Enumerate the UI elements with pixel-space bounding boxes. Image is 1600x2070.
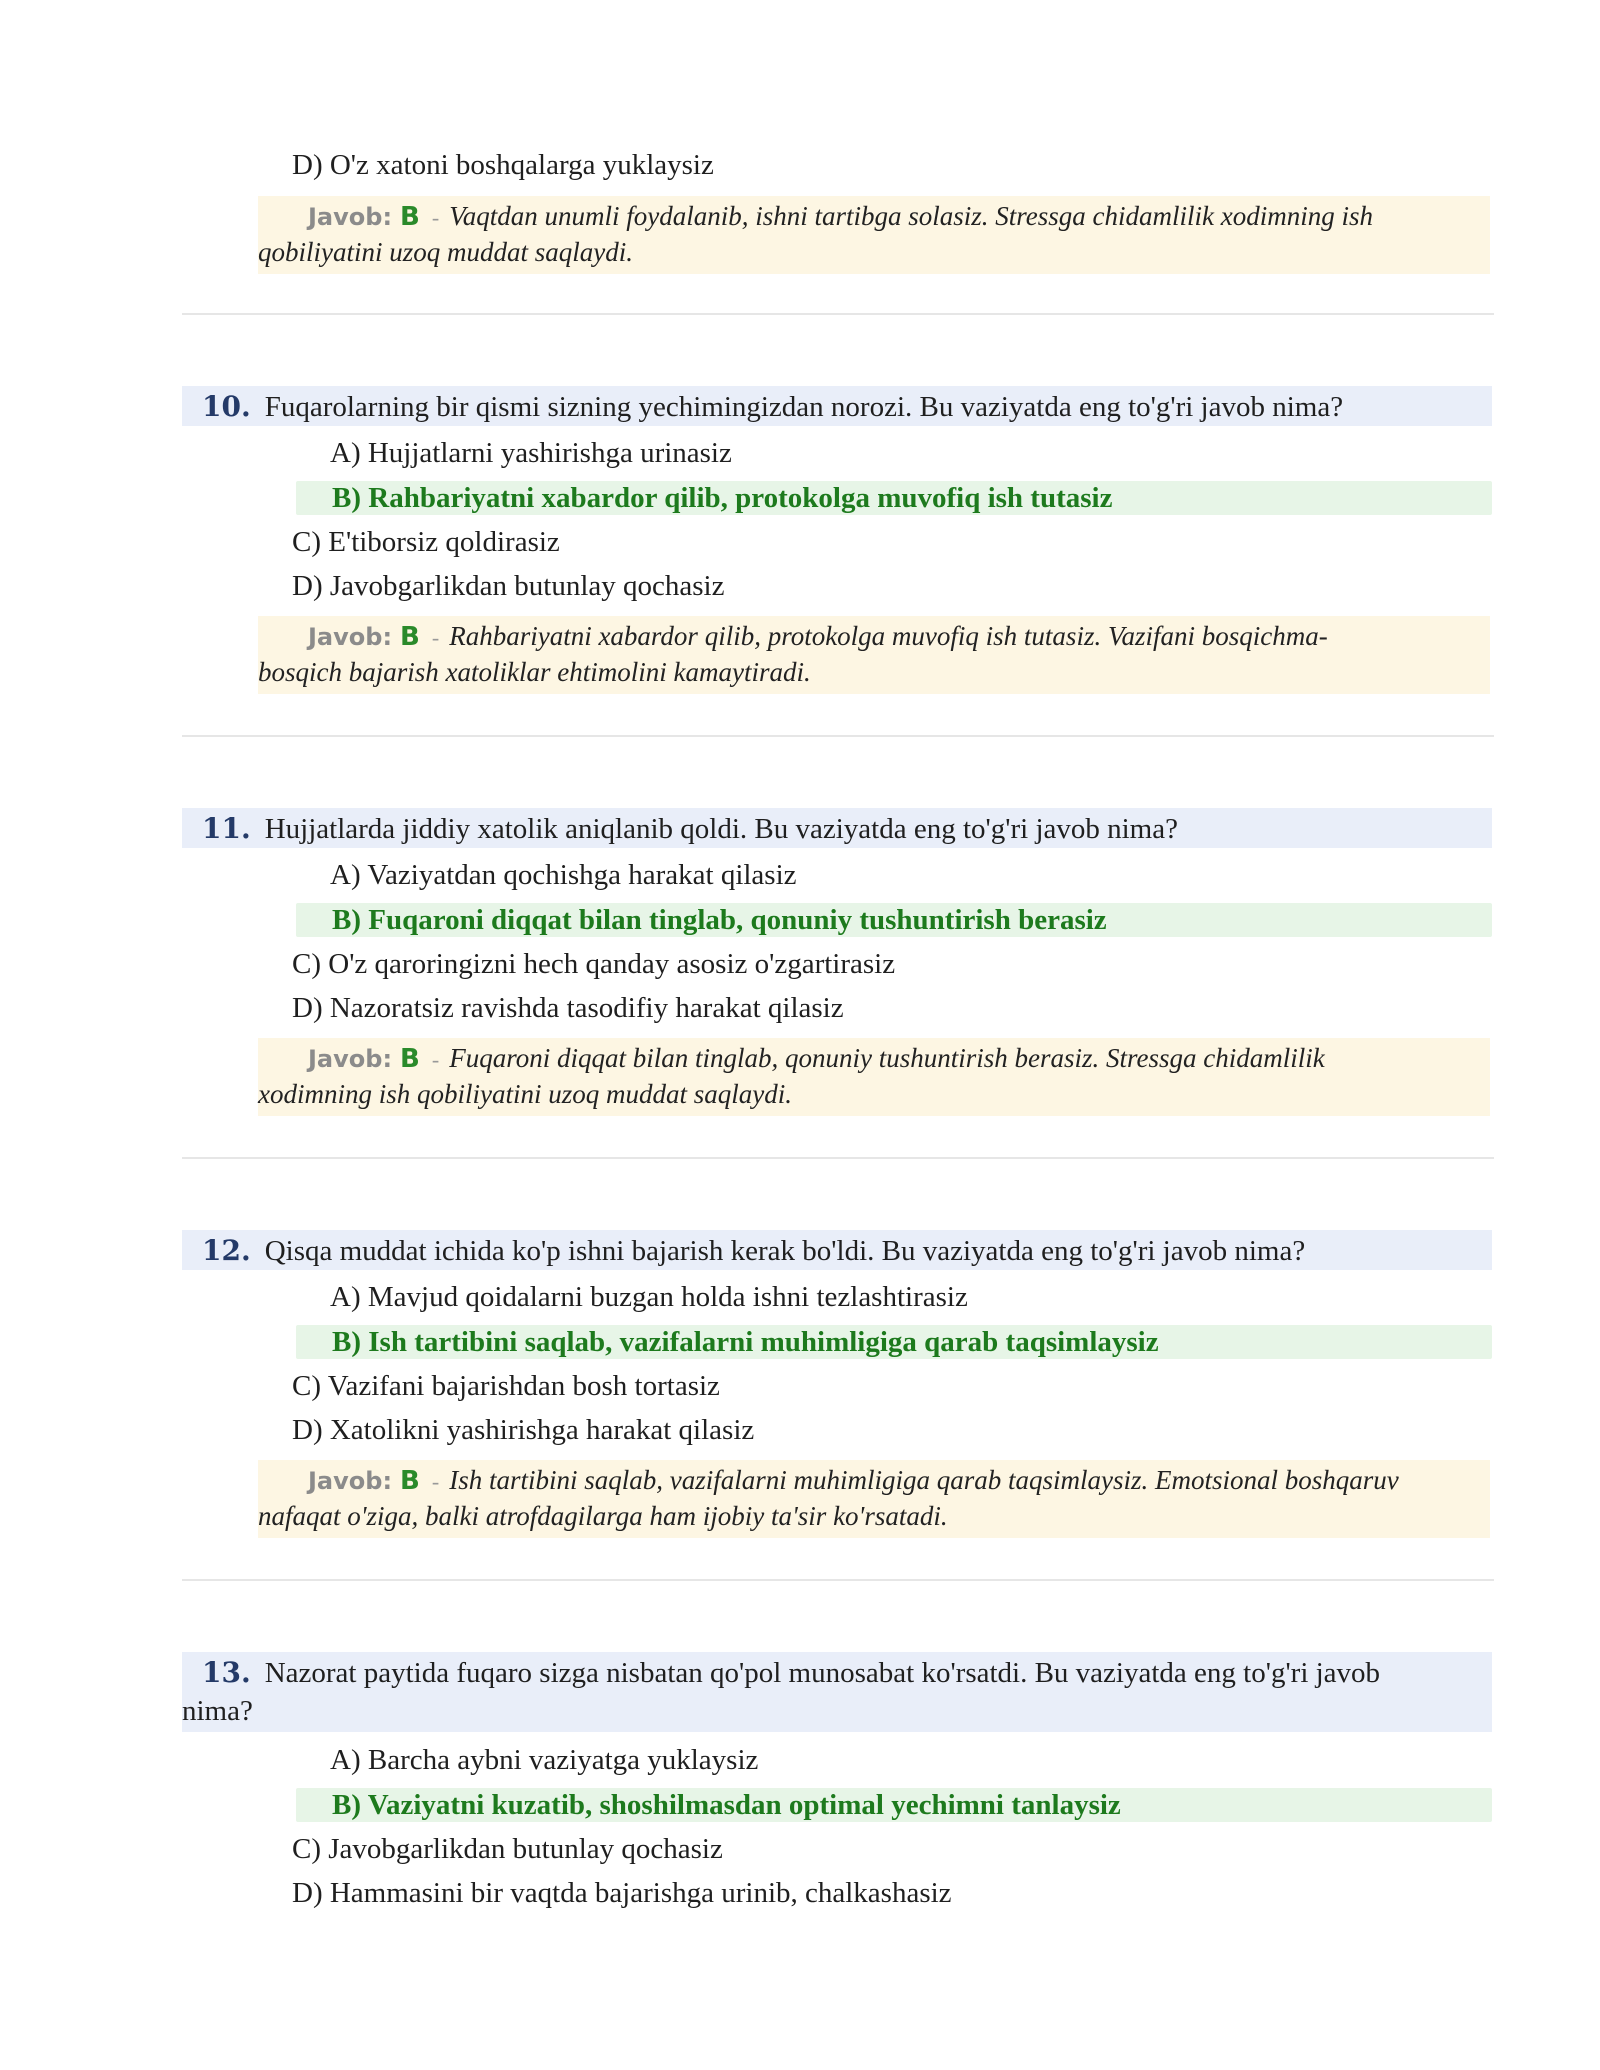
q10-question — [182, 386, 1492, 426]
q13-question — [182, 1652, 1492, 1732]
q11-option-a: A) Vaziyatdan qochishga harakat qilasiz — [330, 859, 797, 891]
q12-option-b: B) Ish tartibini saqlab, vazifalarni muhimligiga qarab taqsimlaysiz — [332, 1326, 1159, 1358]
q10-option-a: A) Hujjatlarni yashirishga urinasiz — [330, 437, 732, 469]
q13-text-line1: Nazorat paytida fuqaro sizga nisbatan qo'pol munosabat ko'rsatdi. Bu vaziyatda eng to'g'ri javob — [264, 1657, 1381, 1689]
q10-answer-label: Javob: — [308, 623, 393, 651]
q11-answer-label: Javob: — [308, 1045, 393, 1073]
q11-option-d: D) Nazoratsiz ravishda tasodifiy harakat qilasiz — [292, 992, 844, 1024]
q12-option-a: A) Mavjud qoidalarni buzgan holda ishni tezlashtirasiz — [330, 1281, 968, 1313]
q13-option-c: C) Javobgarlikdan butunlay qochasiz — [292, 1833, 723, 1865]
q11-option-b-correct — [296, 903, 1492, 937]
q11-answer-dash: - — [431, 1047, 440, 1072]
divider — [182, 1579, 1494, 1581]
q12-answer-line1 — [308, 1462, 1399, 1500]
divider — [182, 313, 1494, 315]
q10-answer-text1: Rahbariyatni xabardor qilib, protokolga muvofiq ish tutasiz. Vazifani bosqichma- — [449, 621, 1328, 651]
q12-answer-label: Javob: — [308, 1467, 393, 1495]
divider — [182, 1157, 1494, 1159]
q12-question — [182, 1230, 1492, 1270]
q9-answer-dash: - — [431, 205, 440, 230]
q11-text: Hujjatlarda jiddiy xatolik aniqlanib qoldi. Bu vaziyatda eng to'g'ri javob nima? — [264, 813, 1178, 845]
q12-number: 12. — [202, 1234, 251, 1267]
q11-answer-letter: B — [400, 1044, 420, 1074]
q10-text: Fuqarolarning bir qismi sizning yechimingizdan norozi. Bu vaziyatda eng to'g'ri javob nima? — [264, 391, 1344, 423]
q10-answer-dash: - — [431, 625, 440, 650]
q9-answer-label: Javob: — [308, 203, 393, 231]
q12-answer-box — [258, 1460, 1490, 1538]
q11-option-b: B) Fuqaroni diqqat bilan tinglab, qonuniy tushuntirish berasiz — [332, 904, 1107, 936]
q13-option-b-correct — [296, 1788, 1492, 1822]
q12-answer-letter: B — [400, 1466, 420, 1496]
q12-answer-text2: nafaqat o'ziga, balki atrofdagilarga ham ijobiy ta'sir ko'rsatadi. — [258, 1501, 948, 1531]
q10-answer-text2: bosqich bajarish xatoliklar ehtimolini kamaytiradi. — [258, 657, 811, 687]
q11-answer-line1 — [308, 1040, 1325, 1078]
q13-text-line2: nima? — [182, 1695, 253, 1727]
q10-answer-box — [258, 616, 1490, 694]
q10-number: 10. — [202, 390, 251, 423]
q11-number: 11. — [202, 812, 251, 845]
q11-question — [182, 808, 1492, 848]
q12-option-c: C) Vazifani bajarishdan bosh tortasiz — [292, 1370, 720, 1402]
q9-option-d: D) O'z xatoni boshqalarga yuklaysiz — [292, 149, 714, 181]
q13-number: 13. — [202, 1656, 251, 1689]
q9-answer-text2: qobiliyatini uzoq muddat saqlaydi. — [258, 237, 633, 267]
q10-option-d: D) Javobgarlikdan butunlay qochasiz — [292, 570, 725, 602]
q10-option-b: B) Rahbariyatni xabardor qilib, protokolga muvofiq ish tutasiz — [332, 482, 1113, 514]
q11-answer-box — [258, 1038, 1490, 1116]
q9-answer-text1: Vaqtdan unumli foydalanib, ishni tartibga solasiz. Stressga chidamlilik xodimning ish — [449, 201, 1373, 231]
q9-answer-line1 — [308, 198, 1373, 236]
q12-option-d: D) Xatolikni yashirishga harakat qilasiz — [292, 1414, 755, 1446]
q11-option-c: C) O'z qaroringizni hech qanday asosiz o'zgartirasiz — [292, 948, 896, 980]
q10-option-b-correct — [296, 481, 1492, 515]
q12-answer-text1: Ish tartibini saqlab, vazifalarni muhimligiga qarab taqsimlaysiz. Emotsional boshqaruv — [449, 1465, 1399, 1495]
q11-answer-text2: xodimning ish qobiliyatini uzoq muddat saqlaydi. — [258, 1079, 792, 1109]
q9-answer-letter: B — [400, 202, 420, 232]
q13-option-a: A) Barcha aybni vaziyatga yuklaysiz — [330, 1744, 759, 1776]
q12-text: Qisqa muddat ichida ko'p ishni bajarish kerak bo'ldi. Bu vaziyatda eng to'g'ri javob nima? — [264, 1235, 1306, 1267]
q10-answer-line1 — [308, 618, 1328, 656]
q13-option-d: D) Hammasini bir vaqtda bajarishga urinib, chalkashasiz — [292, 1877, 952, 1909]
q10-answer-letter: B — [400, 622, 420, 652]
q10-option-c: C) E'tiborsiz qoldirasiz — [292, 526, 560, 558]
q13-option-b: B) Vaziyatni kuzatib, shoshilmasdan optimal yechimni tanlaysiz — [332, 1789, 1121, 1821]
q11-answer-text1: Fuqaroni diqqat bilan tinglab, qonuniy tushuntirish berasiz. Stressga chidamlilik — [449, 1043, 1325, 1073]
q12-answer-dash: - — [431, 1469, 440, 1494]
q12-option-b-correct — [296, 1325, 1492, 1359]
divider — [182, 735, 1494, 737]
q9-answer-box — [258, 196, 1490, 274]
